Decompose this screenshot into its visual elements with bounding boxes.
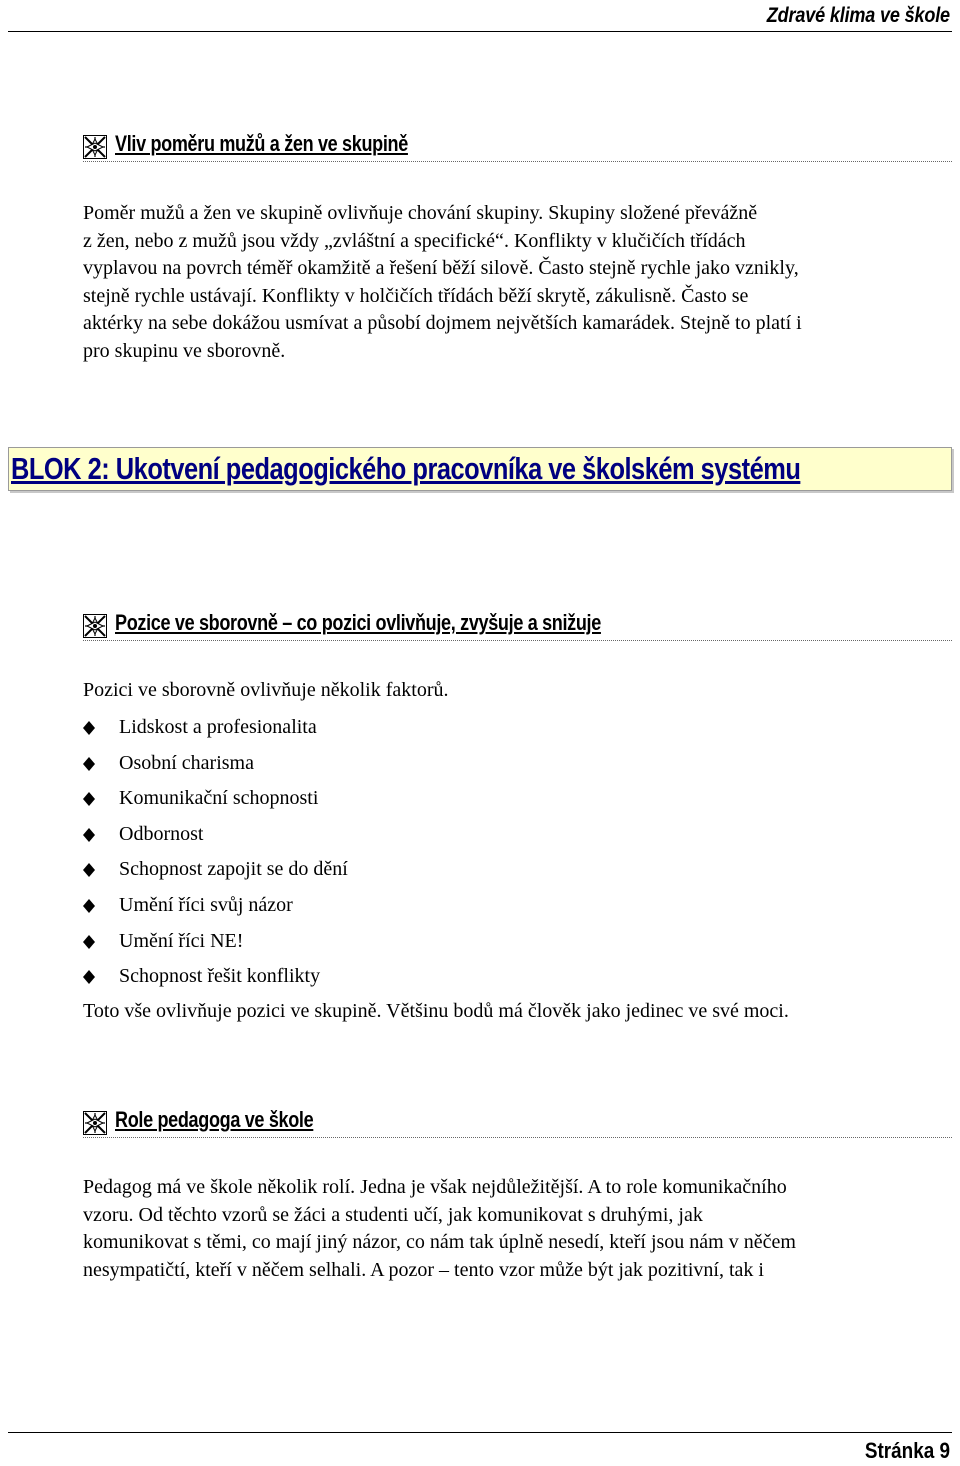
list-item [83, 852, 348, 888]
list-item-label: Schopnost řešit konflikty [119, 965, 321, 988]
section-heading-men-women [83, 127, 952, 162]
outro-text: Toto vše ovlivňuje pozici ve skupině. Většinu bodů má člověk jako jedinec ve své moci. [83, 1000, 789, 1022]
diamond-bullet-icon [83, 792, 95, 806]
document-header-title: Zdravé klima ve škole [766, 4, 950, 27]
text-line: nesympatičtí, kteří v něčem selhali. A pozor – tento vzor může být jak pozitivní, tak i [83, 1258, 764, 1281]
list-item-label: Odbornost [119, 822, 204, 845]
factors-list [83, 710, 348, 995]
ornament-icon [83, 135, 107, 159]
list-item-label: Komunikační schopnosti [119, 787, 319, 810]
list-item [83, 781, 348, 817]
text-line: Poměr mužů a žen ve skupině ovlivňuje chování skupiny. Skupiny složené převážně [83, 202, 758, 224]
section-heading-text: Vliv poměru mužů a žen ve skupině [115, 131, 408, 156]
text-line: stejně rychle ustávají. Konflikty v holčičích třídách běží skrytě, zákulisně. Často se [83, 284, 749, 307]
text-line: Pedagog má ve škole několik rolí. Jedna je však nejdůležitější. A to role komunikačního [83, 1176, 787, 1198]
page-number: Stránka 9 [864, 1438, 950, 1463]
list-item [83, 710, 348, 746]
section-heading-teacher-role [83, 1103, 952, 1138]
list-item-label: Lidskost a profesionalita [119, 716, 317, 738]
text-line: aktérky na sebe dokážou usmívat a působí dojmem největších kamarádek. Stejně to platí i [83, 312, 802, 334]
section-heading-text: Role pedagoga ve škole [115, 1107, 314, 1132]
diamond-bullet-icon [83, 828, 95, 842]
blok-title: BLOK 2: Ukotvení pedagogického pracovníka ve školském systému [11, 451, 801, 486]
list-item-label: Osobní charisma [119, 751, 254, 774]
section-heading-position [83, 606, 952, 641]
ornament-icon [83, 1111, 107, 1135]
text-line: vyplavou na povrch téměř okamžitě a řešení běží silově. Často stejně rychle jako vznikly, [83, 257, 799, 279]
diamond-bullet-icon [83, 935, 95, 949]
list-item [83, 888, 348, 924]
list-item [83, 924, 348, 960]
diamond-bullet-icon [83, 721, 95, 735]
text-line: komunikovat s těmi, co mají jiný názor, co nám tak úplně nesedí, kteří jsou nám v něčem [83, 1231, 796, 1253]
list-item-label: Schopnost zapojit se do dění [119, 858, 348, 881]
list-item [83, 746, 348, 782]
intro-text: Pozici ve sborovně ovlivňuje několik faktorů. [83, 679, 449, 701]
text-line: z žen, nebo z mužů jsou vždy „zvláštní a specifické“. Konflikty v klučičích třídách [83, 229, 746, 252]
blok-banner [8, 447, 952, 491]
ornament-icon [83, 614, 107, 638]
list-item-label: Umění říci NE! [119, 929, 244, 952]
text-line: vzoru. Od těchto vzorů se žáci a studenti učí, jak komunikovat s druhými, jak [83, 1203, 703, 1226]
diamond-bullet-icon [83, 970, 95, 984]
diamond-bullet-icon [83, 899, 95, 913]
diamond-bullet-icon [83, 757, 95, 771]
header-divider [8, 31, 952, 32]
diamond-bullet-icon [83, 863, 95, 877]
text-line: pro skupinu ve sborovně. [83, 339, 286, 362]
list-item [83, 817, 348, 853]
list-item [83, 959, 348, 995]
list-item-label: Umění říci svůj názor [119, 893, 293, 916]
paragraph-men-women [83, 200, 949, 365]
footer-divider [8, 1432, 952, 1433]
section-heading-text: Pozice ve sborovně – co pozici ovlivňuje, zvyšuje a snižuje [115, 610, 601, 635]
paragraph-teacher-role [83, 1174, 949, 1284]
